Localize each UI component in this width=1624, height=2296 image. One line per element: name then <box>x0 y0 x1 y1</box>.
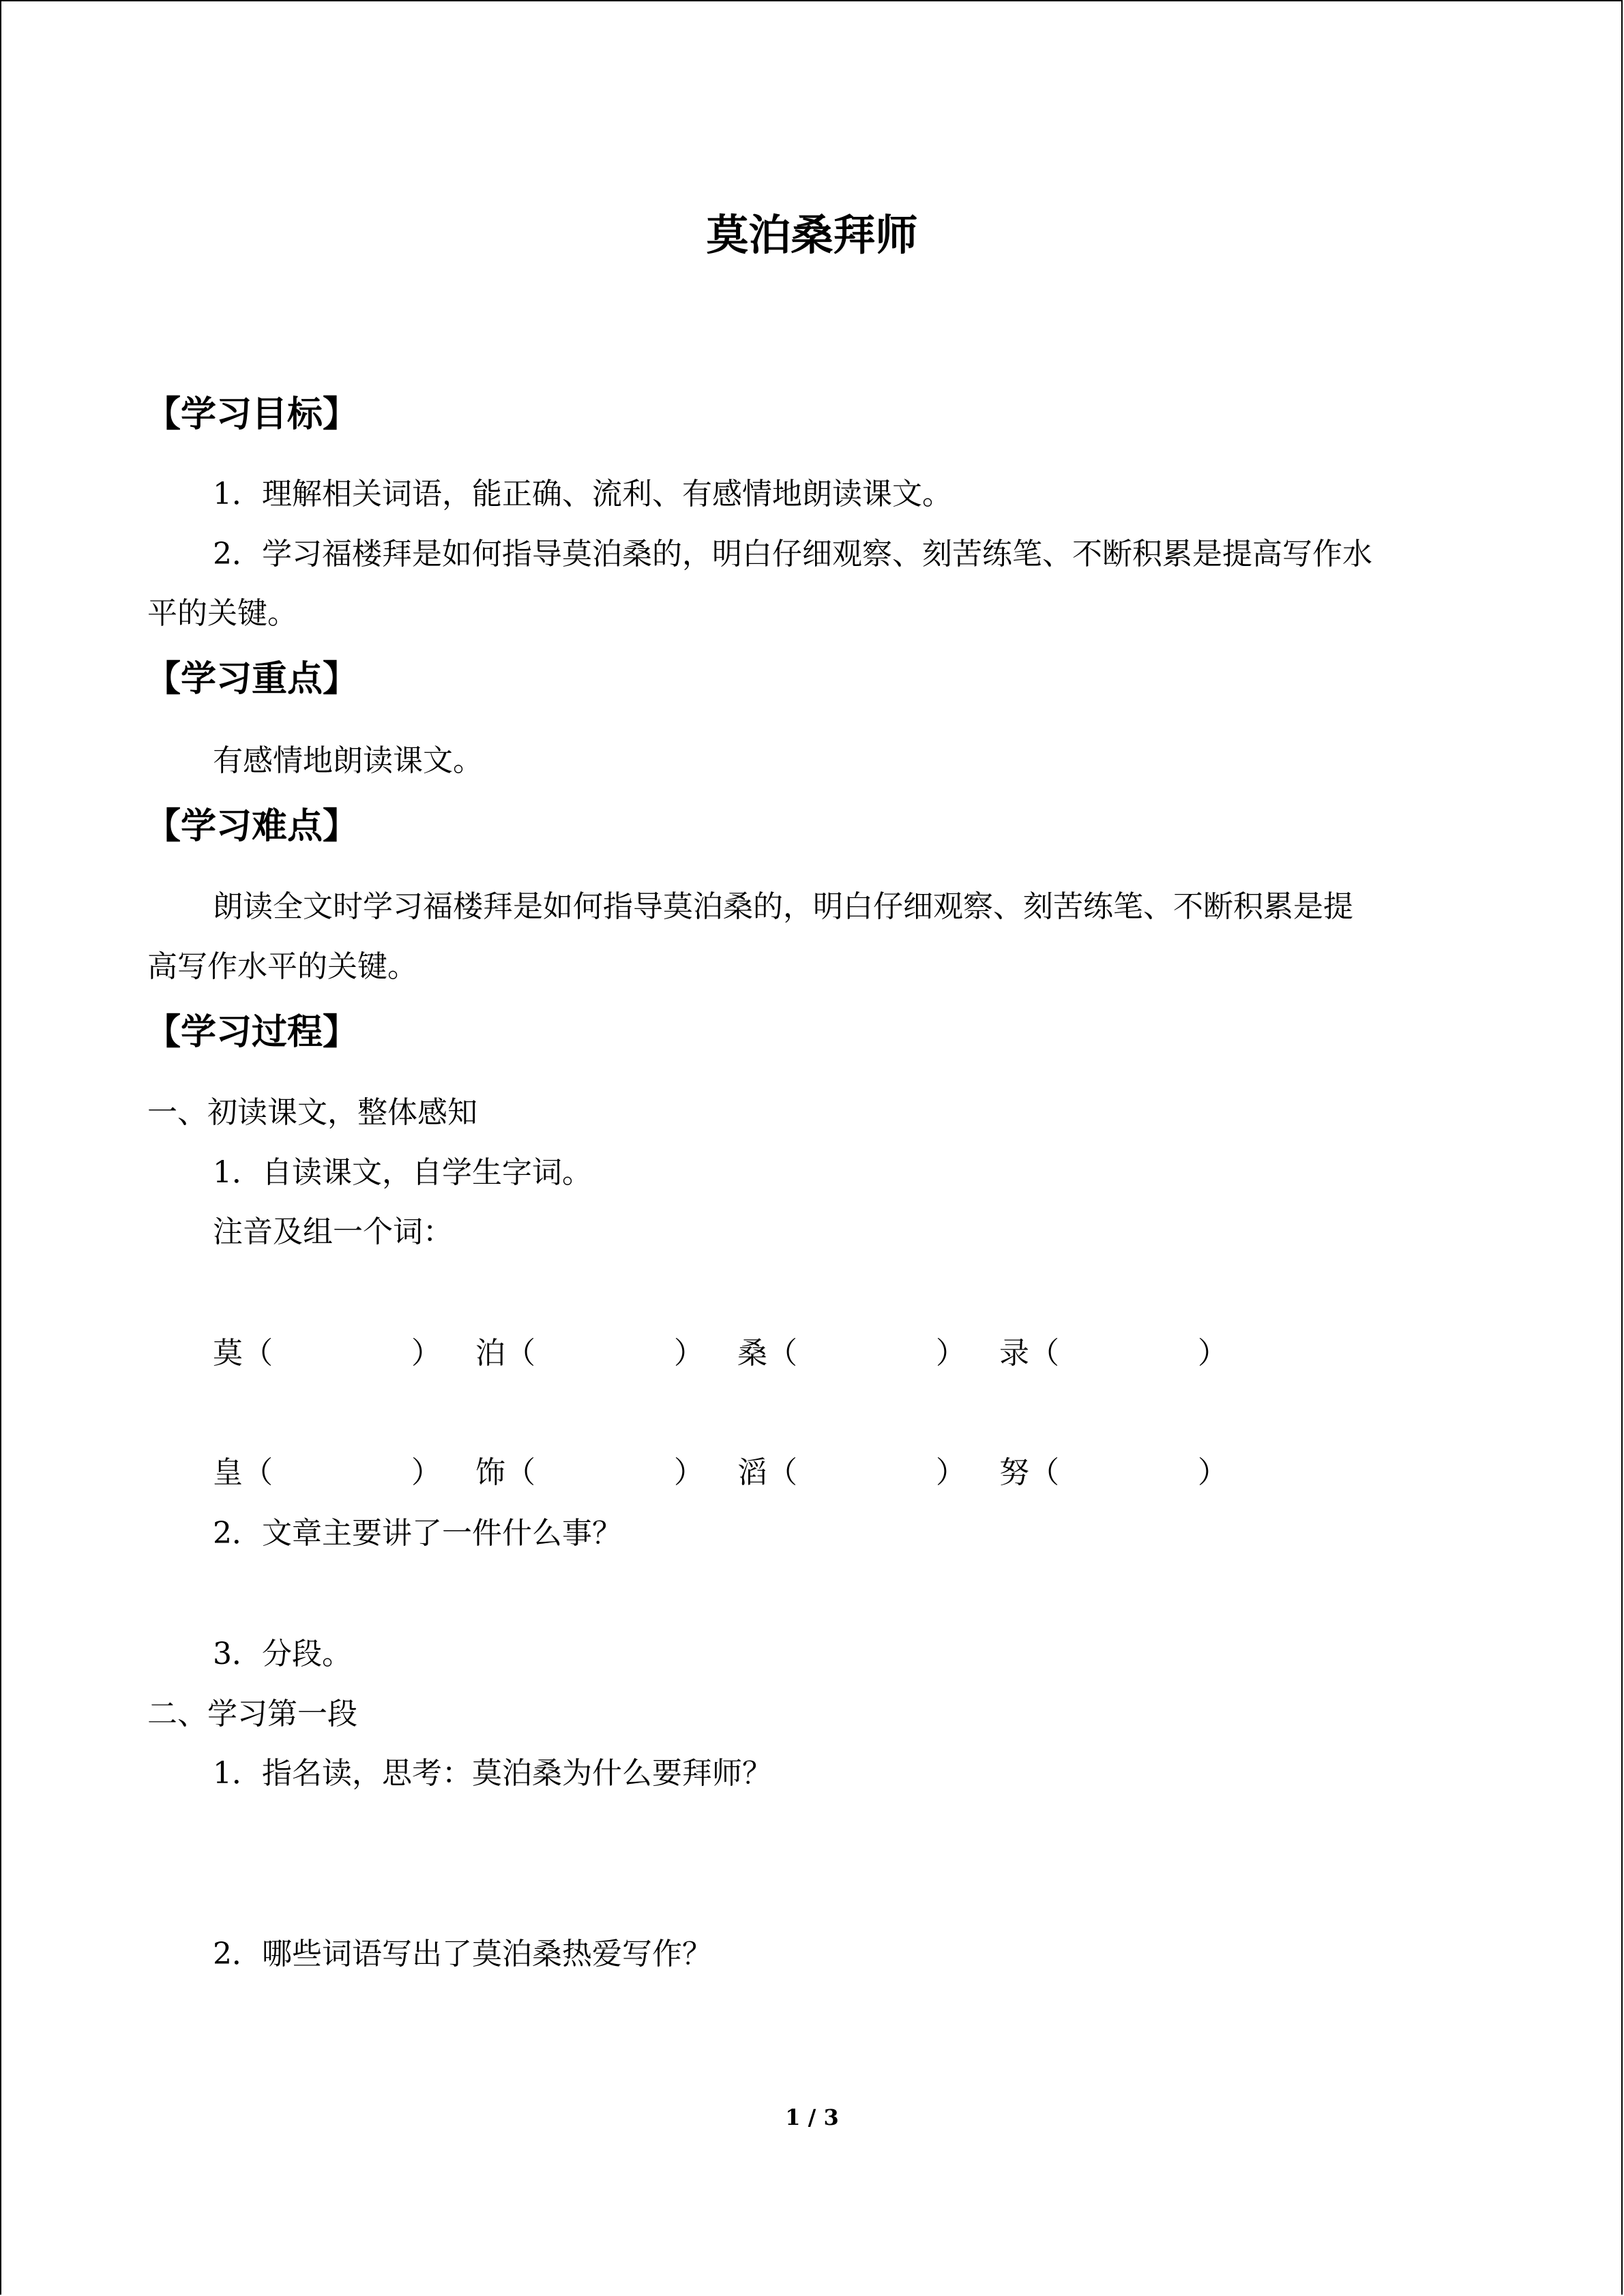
heading-focus: 【学习重点】 <box>145 659 359 700</box>
part1-question-1: 1．自读课文，自学生字词。 <box>213 1155 592 1190</box>
blank-open-3: 桑（ <box>737 1336 797 1371</box>
blank-open-5: 皇（ <box>213 1455 273 1490</box>
blank-close-7: ） <box>936 1455 966 1490</box>
part2-question-2: 2．哪些词语写出了莫泊桑热爱写作？ <box>213 1937 712 1971</box>
heading-difficulty: 【学习难点】 <box>145 806 359 847</box>
blank-close-3: ） <box>936 1336 966 1371</box>
blank-open-4: 录（ <box>999 1336 1059 1371</box>
blank-close-6: ） <box>674 1455 704 1490</box>
part2-question-1: 1．指名读，思考：莫泊桑为什么要拜师？ <box>213 1756 772 1791</box>
blank-open-8: 努（ <box>999 1455 1059 1490</box>
blank-close-2: ） <box>674 1336 704 1371</box>
blank-open-2: 泊（ <box>475 1336 535 1371</box>
goal-item-2-line-2: 平的关键。 <box>147 596 297 631</box>
part1-instruction: 注音及组一个词： <box>213 1214 453 1249</box>
part1-question-3: 3．分段。 <box>213 1637 352 1671</box>
page-number: 1 / 3 <box>785 2104 839 2130</box>
blank-close-1: ） <box>411 1336 441 1371</box>
goal-item-1: 1．理解相关词语，能正确、流利、有感情地朗读课文。 <box>213 477 952 511</box>
part1-title: 一、初读课文，整体感知 <box>147 1095 477 1130</box>
focus-text: 有感情地朗读课文。 <box>213 743 483 778</box>
heading-goals: 【学习目标】 <box>145 394 359 435</box>
blank-open-7: 滔（ <box>737 1455 797 1490</box>
difficulty-line-2: 高写作水平的关键。 <box>147 949 417 984</box>
goal-item-2-line-1: 2．学习福楼拜是如何指导莫泊桑的，明白仔细观察、刻苦练笔、不断积累是提高写作水 <box>213 537 1372 571</box>
page-title: 莫泊桑拜师 <box>706 210 918 260</box>
part1-question-2: 2．文章主要讲了一件什么事？ <box>213 1516 622 1551</box>
blank-close-4: ） <box>1198 1336 1228 1371</box>
blank-open-6: 饰（ <box>475 1455 535 1490</box>
blank-close-5: ） <box>411 1455 441 1490</box>
heading-process: 【学习过程】 <box>145 1012 359 1053</box>
blank-open-1: 莫（ <box>213 1336 273 1371</box>
blank-close-8: ） <box>1198 1455 1228 1490</box>
part2-title: 二、学习第一段 <box>147 1697 357 1731</box>
difficulty-line-1: 朗读全文时学习福楼拜是如何指导莫泊桑的，明白仔细观察、刻苦练笔、不断积累是提 <box>213 889 1353 924</box>
